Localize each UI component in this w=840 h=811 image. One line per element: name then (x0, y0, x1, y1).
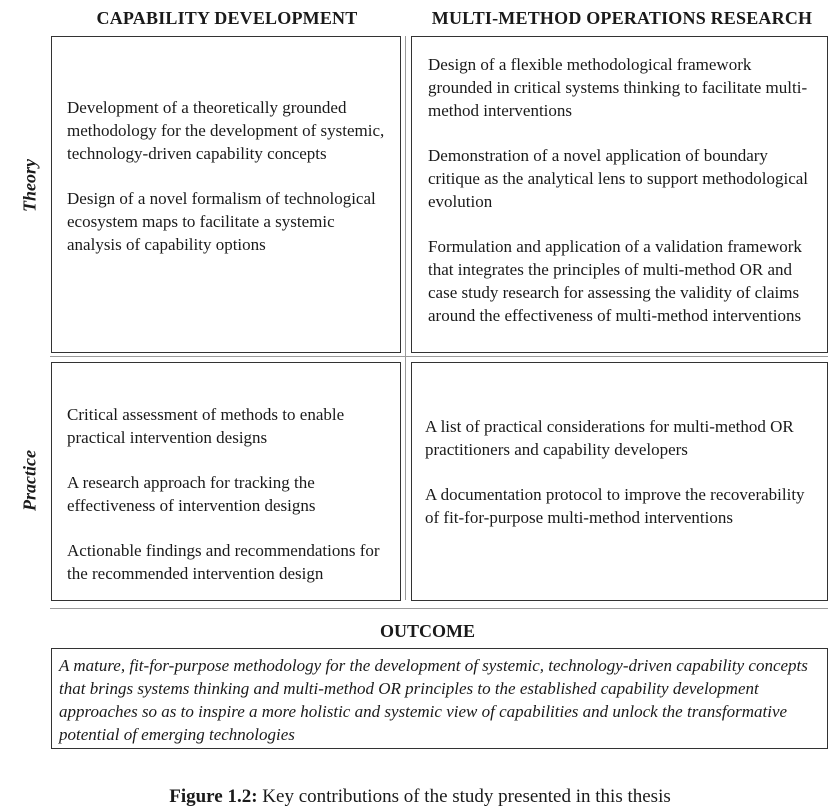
contribution-item: Formulation and application of a validation framework that integrates the principles of multi-method OR and case study research for assessing the validity of claims around the effectiveness of multi-method interventions (428, 237, 802, 325)
contribution-item: Critical assessment of methods to enable practical intervention designs (67, 405, 345, 447)
contribution-item: A documentation protocol to improve the recoverability of fit-for-purpose multi-method interventions (425, 485, 805, 527)
cell-practice-capability-development (51, 362, 401, 601)
cell-theory-capability-development (51, 36, 401, 353)
column-header-multi-method-or: MULTI-METHOD OPERATIONS RESEARCH (431, 8, 813, 28)
figure-caption (0, 786, 840, 808)
cell-practice-multi-method-or (411, 362, 828, 601)
figure-caption-label: Figure 1.2: (169, 786, 258, 807)
contribution-item: A research approach for tracking the effectiveness of intervention designs (67, 473, 316, 515)
outcome-separator (50, 608, 828, 609)
outcome-text: A mature, fit-for-purpose methodology for the development of systemic, technology-driven capability concepts that brings systems thinking and multi-method OR principles to the established capability development approaches so as to inspire a more holistic and systemic view of capabilities and unlock the transformative potential of emerging technologies (59, 656, 808, 744)
outcome-box (51, 648, 828, 749)
contribution-item: A list of practical considerations for multi-method OR practitioners and capability developers (425, 417, 794, 459)
outcome-title: OUTCOME (379, 621, 475, 641)
cell-theory-multi-method-or (411, 36, 828, 353)
quadrant-vertical-divider (405, 36, 406, 600)
figure-caption-text: Key contributions of the study presented in this thesis (257, 786, 671, 807)
contribution-item: Development of a theoretically grounded methodology for the development of systemic, technology-driven capability concepts (67, 98, 385, 163)
column-header-capability-development: CAPABILITY DEVELOPMENT (96, 8, 358, 28)
row-label-practice: Practice (19, 450, 40, 511)
contribution-item: Design of a flexible methodological framework grounded in critical systems thinking to facilitate multi-method interventions (428, 55, 808, 120)
row-label-theory: Theory (19, 159, 40, 212)
contribution-item: Design of a novel formalism of technological ecosystem maps to facilitate a systemic analysis of capability options (67, 189, 376, 254)
quadrant-horizontal-divider (50, 356, 828, 357)
contribution-item: Demonstration of a novel application of boundary critique as the analytical lens to support methodological evolution (428, 146, 809, 211)
contribution-item: Actionable findings and recommendations for the recommended intervention design (67, 541, 380, 583)
